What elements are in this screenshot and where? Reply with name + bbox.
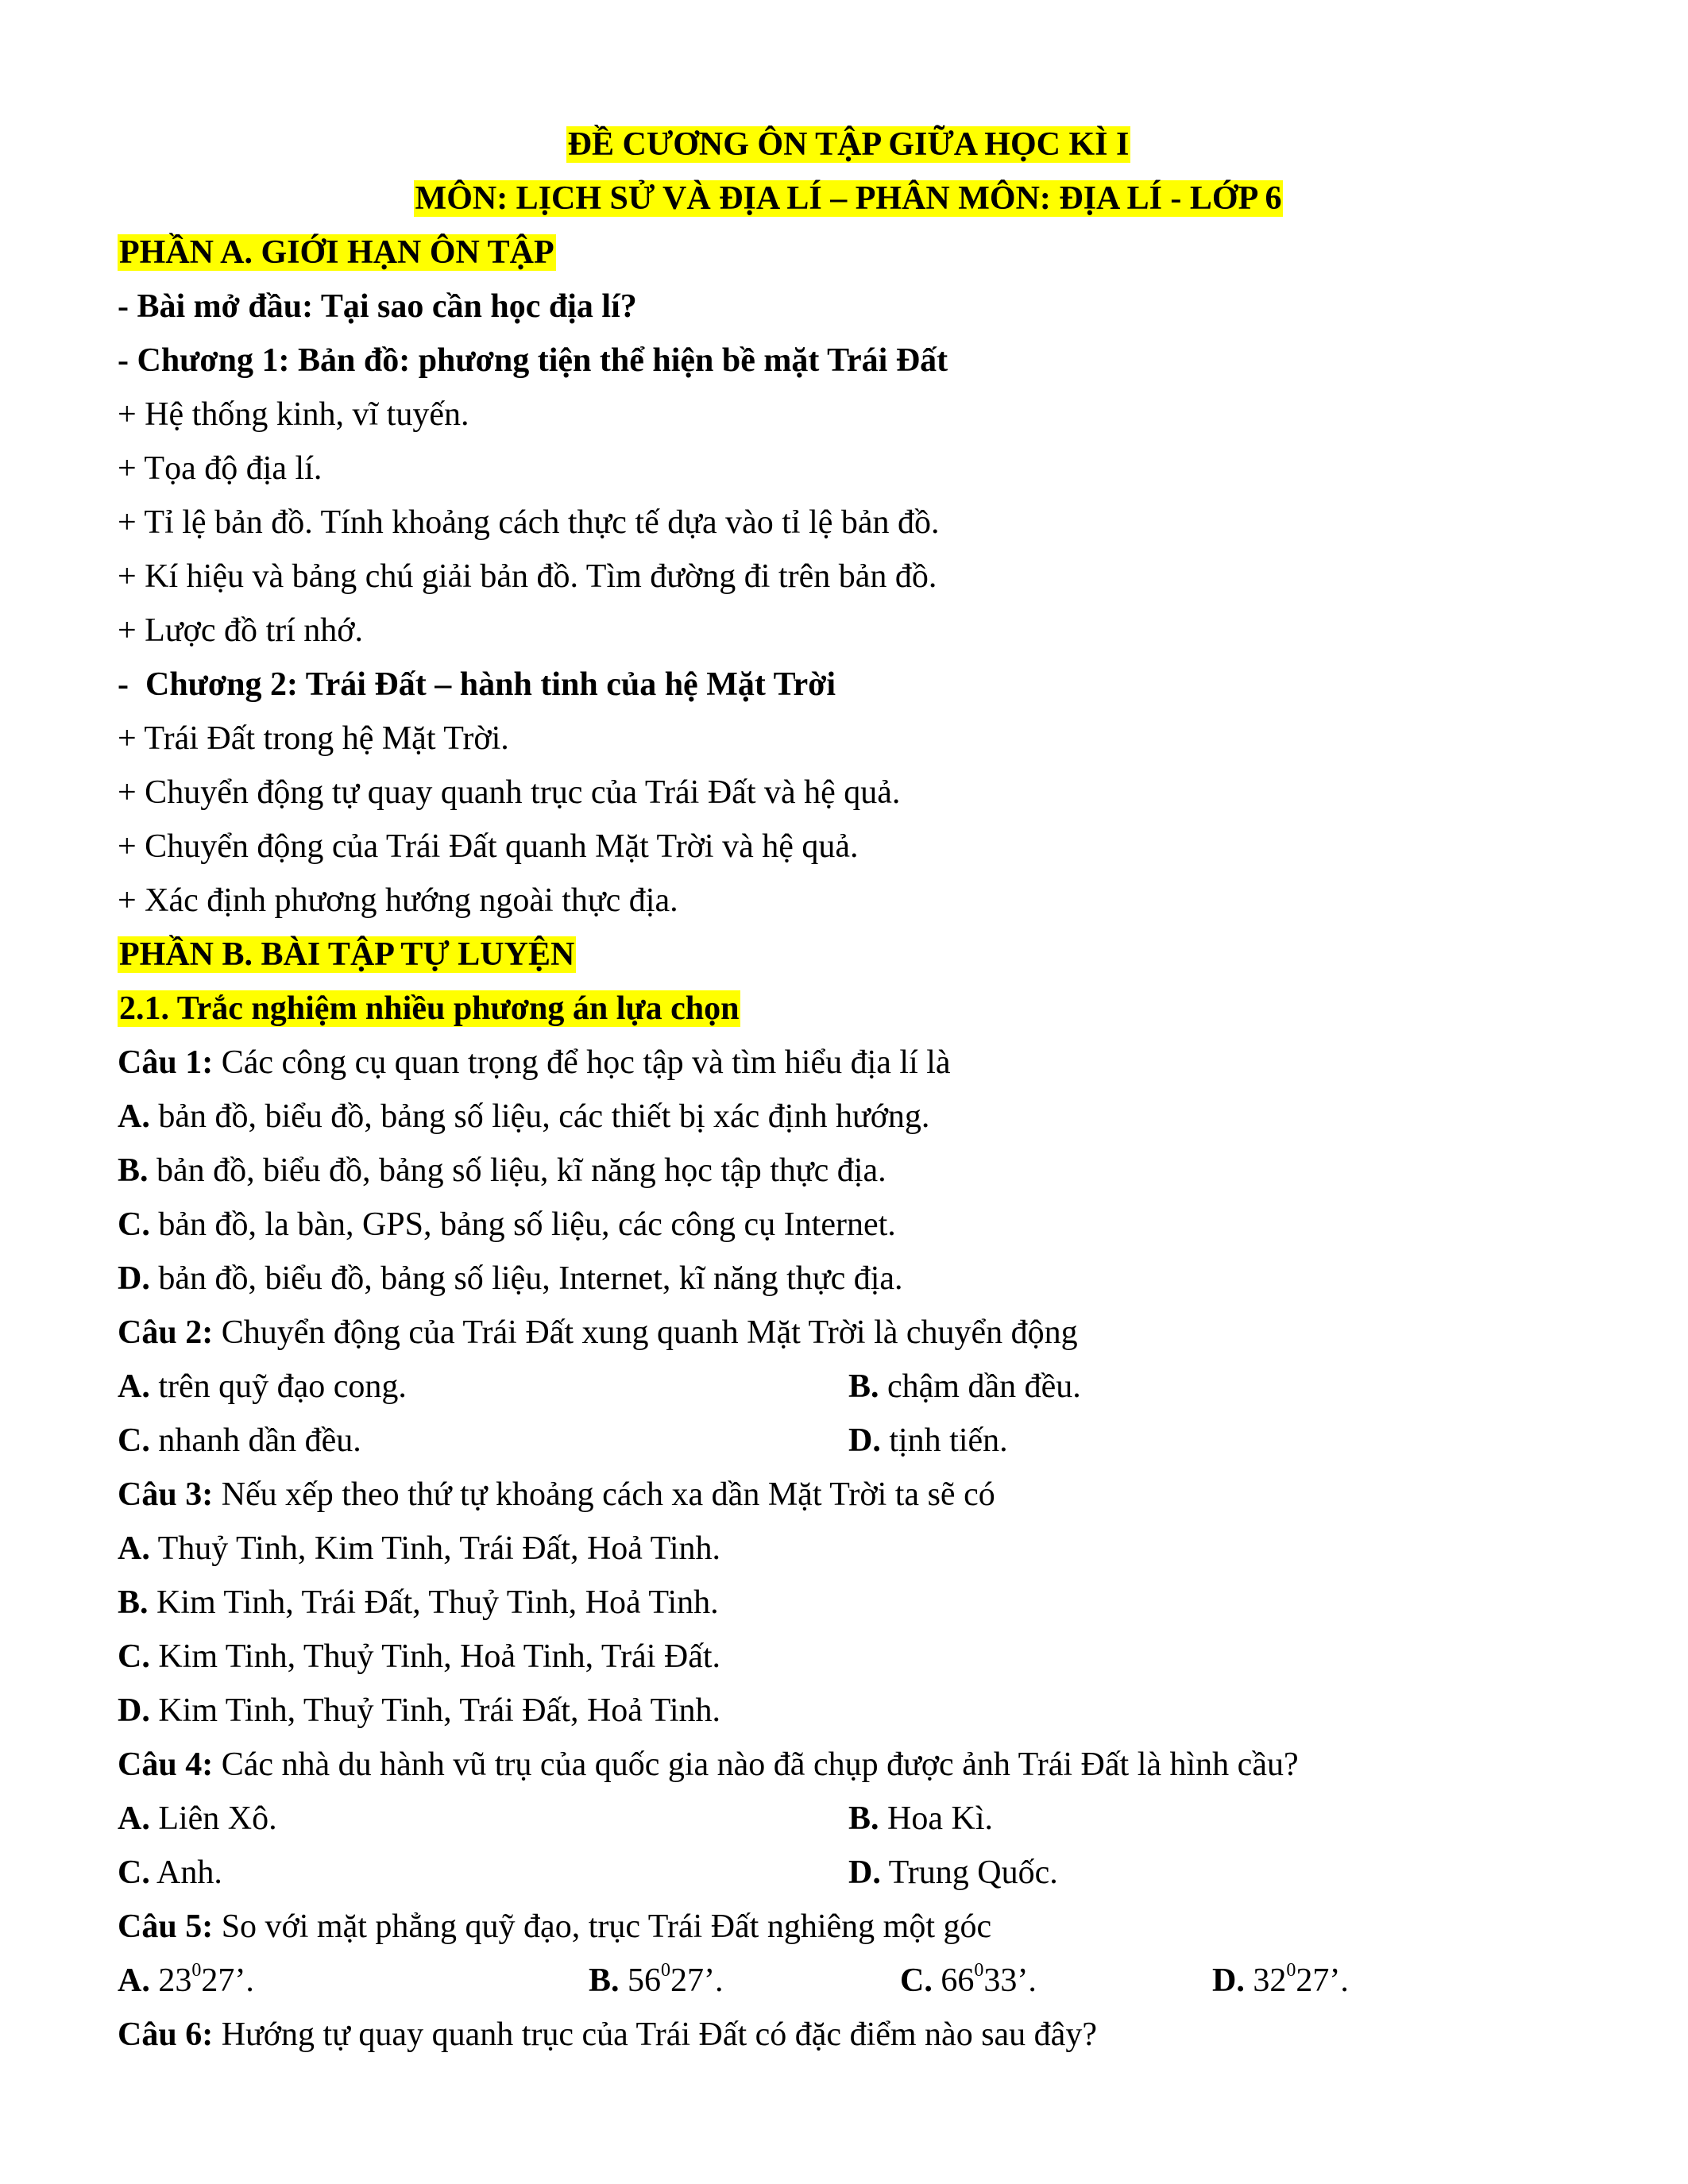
doc-title-line2: MÔN: LỊCH SỬ VÀ ĐỊA LÍ – PHÂN MÔN: ĐỊA LÍ - LỚP 6 (415, 180, 1282, 217)
answer-row (118, 1360, 1579, 1414)
question-text: Các công cụ quan trọng để học tập và tìm hiểu địa lí là (213, 1044, 951, 1081)
answer-option (118, 1792, 848, 1846)
answer-option (118, 1090, 1579, 1144)
option-text: Kim Tinh, Thuỷ Tinh, Trái Đất, Hoả Tinh. (149, 1692, 721, 1729)
option-text: Thuỷ Tinh, Kim Tinh, Trái Đất, Hoả Tinh. (149, 1530, 721, 1567)
chapter-2-item: + Trái Đất trong hệ Mặt Trời. (118, 720, 509, 757)
doc-subtitle (118, 172, 1579, 226)
answer-option (118, 1846, 848, 1900)
option-key: B. (848, 1800, 879, 1837)
chapter-2-item: + Chuyển động tự quay quanh trục của Trái Đất và hệ quả. (118, 774, 901, 811)
question-text: Chuyển động của Trái Đất xung quanh Mặt Trời là chuyển động (213, 1314, 1078, 1351)
option-text: Trung Quốc. (880, 1854, 1058, 1891)
chapter-1-item: + Kí hiệu và bảng chú giải bản đồ. Tìm đường đi trên bản đồ. (118, 558, 937, 595)
answer-row (118, 1846, 1579, 1900)
option-key: B. (118, 1584, 149, 1621)
doc-title (118, 118, 1579, 172)
part-b-heading (118, 928, 1579, 982)
option-key: A. (118, 1368, 150, 1405)
degree-superscript: 0 (1286, 1960, 1296, 1981)
question-label: Câu 5: (118, 1908, 214, 1945)
option-minutes: 33’. (983, 1962, 1037, 1999)
chapter-2-item: + Chuyển động của Trái Đất quanh Mặt Trời và hệ quả. (118, 828, 859, 865)
option-key: A. (118, 1530, 150, 1567)
question-label: Câu 1: (118, 1044, 214, 1081)
question-text: Nếu xếp theo thứ tự khoảng cách xa dần Mặt Trời ta sẽ có (213, 1476, 995, 1513)
section-heading (118, 982, 1579, 1036)
option-text: bản đồ, biểu đồ, bảng số liệu, các thiết bị xác định hướng. (149, 1098, 930, 1135)
option-key: B. (589, 1962, 620, 1999)
option-minutes: 27’. (670, 1962, 724, 1999)
part-a-heading (118, 226, 1579, 280)
option-key: D. (848, 1422, 881, 1459)
option-key: D. (118, 1260, 150, 1297)
chapter-1-title: - Chương 1: Bản đồ: phương tiện thể hiện bề mặt Trái Đất (118, 342, 948, 379)
degree-superscript: 0 (974, 1960, 984, 1981)
option-text: Anh. (149, 1854, 222, 1891)
option-key: A. (118, 1098, 150, 1135)
question-3 (118, 1468, 1579, 1522)
option-minutes: 27’. (1296, 1962, 1349, 1999)
question-1 (118, 1036, 1579, 1090)
question-label: Câu 3: (118, 1476, 214, 1513)
answer-row (118, 1792, 1579, 1846)
option-text: bản đồ, la bàn, GPS, bảng số liệu, các công cụ Internet. (149, 1206, 896, 1243)
question-4 (118, 1738, 1579, 1792)
option-text: bản đồ, biểu đồ, bảng số liệu, Internet, kĩ năng thực địa. (149, 1260, 903, 1297)
chapter-2-item: + Xác định phương hướng ngoài thực địa. (118, 882, 678, 919)
chapter-1-item: + Lược đồ trí nhớ. (118, 612, 363, 649)
answer-option (1212, 1954, 1530, 2008)
option-text: tịnh tiến. (880, 1422, 1008, 1459)
answer-row (118, 1414, 1579, 1468)
answer-option (118, 1576, 1579, 1630)
option-key: C. (118, 1854, 150, 1891)
section-heading-text: 2.1. Trắc nghiệm nhiều phương án lựa chọn (119, 990, 740, 1027)
document-page (118, 118, 1579, 2062)
question-5 (118, 1900, 1579, 1954)
question-text: Hướng tự quay quanh trục của Trái Đất có đặc điểm nào sau đây? (213, 2016, 1097, 2053)
option-text: Liên Xô. (149, 1800, 277, 1837)
option-minutes: 27’. (201, 1962, 254, 1999)
option-text: trên quỹ đạo cong. (149, 1368, 407, 1405)
option-text: bản đồ, biểu đồ, bảng số liệu, kĩ năng học tập thực địa. (148, 1152, 886, 1189)
doc-title-line1: ĐỀ CƯƠNG ÔN TẬP GIỮA HỌC KÌ I (567, 126, 1130, 163)
question-text: Các nhà du hành vũ trụ của quốc gia nào đã chụp được ảnh Trái Đất là hình cầu? (213, 1746, 1299, 1783)
option-text: nhanh dần đều. (149, 1422, 361, 1459)
option-key: D. (1212, 1962, 1245, 1999)
option-key: D. (118, 1692, 150, 1729)
option-key: B. (118, 1152, 149, 1189)
part-b-heading-text: PHẦN B. BÀI TẬP TỰ LUYỆN (119, 936, 575, 973)
chapter-1-item: + Tọa độ địa lí. (118, 450, 323, 487)
option-key: C. (118, 1206, 150, 1243)
question-label: Câu 4: (118, 1746, 214, 1783)
answer-option (118, 1630, 1579, 1684)
question-6 (118, 2008, 1579, 2062)
option-key: A. (118, 1800, 150, 1837)
answer-option (848, 1792, 1579, 1846)
option-degrees: 56 (619, 1962, 662, 1999)
option-key: C. (900, 1962, 933, 1999)
question-label: Câu 6: (118, 2016, 214, 2053)
option-text: Kim Tinh, Trái Đất, Thuỷ Tinh, Hoả Tinh. (148, 1584, 719, 1621)
answer-option (118, 1414, 848, 1468)
answer-option (848, 1360, 1579, 1414)
chapter-1-item: + Tỉ lệ bản đồ. Tính khoảng cách thực tế dựa vào tỉ lệ bản đồ. (118, 504, 940, 541)
option-key: A. (118, 1962, 150, 1999)
option-text: Kim Tinh, Thuỷ Tinh, Hoả Tinh, Trái Đất. (149, 1638, 721, 1675)
question-text: So với mặt phẳng quỹ đạo, trục Trái Đất nghiêng một góc (213, 1908, 992, 1945)
answer-option (118, 1360, 848, 1414)
chapter-1-item: + Hệ thống kinh, vĩ tuyến. (118, 396, 469, 433)
question-2 (118, 1306, 1579, 1360)
question-label: Câu 2: (118, 1314, 214, 1351)
answer-option (848, 1846, 1579, 1900)
degree-superscript: 0 (191, 1960, 202, 1981)
answer-option (118, 1954, 589, 2008)
part-a-heading-text: PHẦN A. GIỚI HẠN ÔN TẬP (119, 234, 554, 271)
option-key: B. (848, 1368, 879, 1405)
answer-option (900, 1954, 1212, 2008)
option-degrees: 32 (1244, 1962, 1287, 1999)
option-text: chậm dần đều. (879, 1368, 1081, 1405)
option-key: D. (848, 1854, 881, 1891)
answer-option (118, 1198, 1579, 1252)
answer-option (118, 1144, 1579, 1198)
option-key: C. (118, 1422, 150, 1459)
option-key: C. (118, 1638, 150, 1675)
answer-option (589, 1954, 900, 2008)
option-degrees: 23 (149, 1962, 192, 1999)
intro-lesson: - Bài mở đầu: Tại sao cần học địa lí? (118, 288, 637, 325)
chapter-2-title: - Chương 2: Trái Đất – hành tinh của hệ Mặt Trời (118, 666, 836, 703)
answer-row (118, 1954, 1579, 2008)
answer-option (118, 1684, 1579, 1738)
degree-superscript: 0 (661, 1960, 671, 1981)
answer-option (848, 1414, 1579, 1468)
answer-option (118, 1522, 1579, 1576)
option-text: Hoa Kì. (879, 1800, 993, 1837)
option-degrees: 66 (932, 1962, 975, 1999)
answer-option (118, 1252, 1579, 1306)
